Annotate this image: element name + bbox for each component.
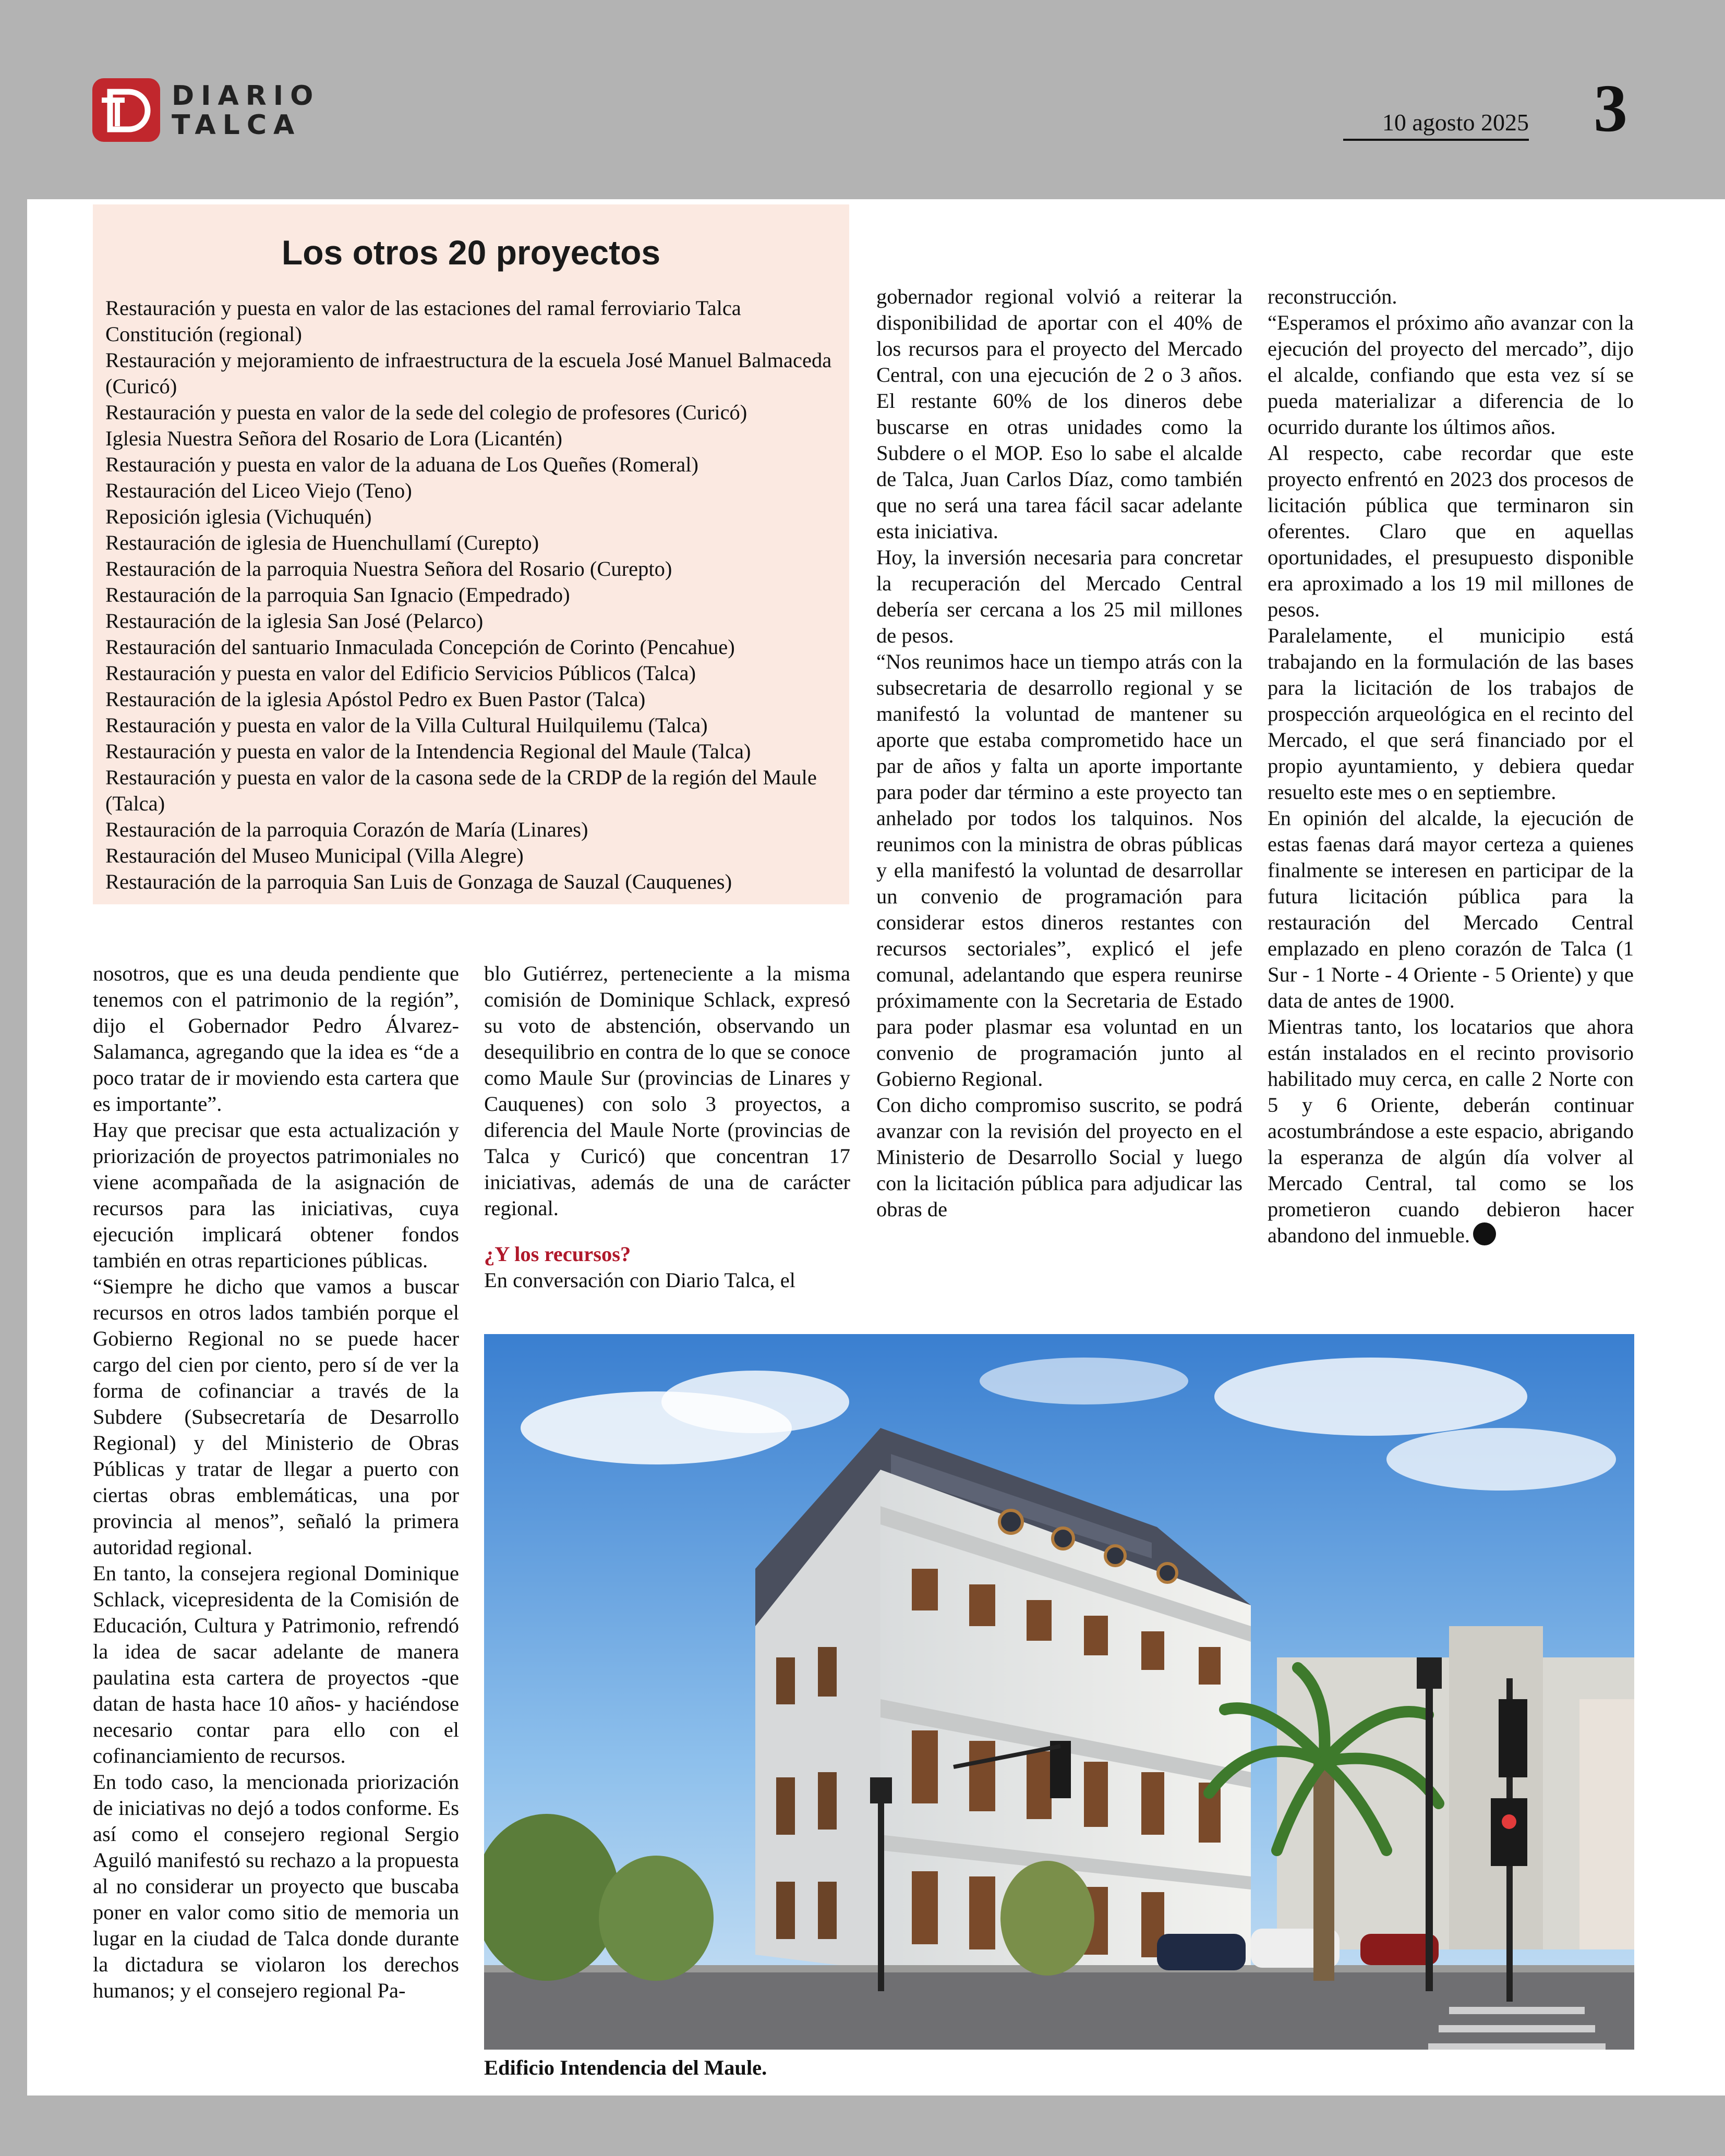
photo-caption: Edificio Intendencia del Maule.	[484, 2056, 767, 2079]
article-paragraph: En opinión del alcalde, la ejecución de estas faenas dará mayor certeza a quienes finalmente se interesen en participar de la futura licitación pública para la restauración del Mercado Central emplazado en pleno corazón de Talca (1 Sur - 1 Norte - 4 Oriente - 5 Oriente) y que data de antes de 1900.	[1268, 806, 1634, 1012]
article-paragraph: Hay que precisar que esta actualización y priorización de proyectos patrimoniales no viene acompañada de la asignación de recursos para las iniciativas, cuya ejecución implicará obtener fondos también en otras reparticiones públicas.	[93, 1118, 459, 1272]
brand-logo	[92, 78, 320, 146]
brand-line-1: DIARIO	[172, 80, 320, 112]
article-paragraph: Paralelamente, el municipio está trabajando en la formulación de las bases para la licitación de los trabajos de prospección arqueológica en el recinto del Mercado, el que será financiado por el propio ayuntamiento, y debiera quedar resuelto este mes o en septiembre.	[1268, 624, 1634, 804]
section-subhead: ¿Y los recursos?	[484, 1242, 631, 1266]
list-item: Restauración del Liceo Viejo (Teno)	[105, 479, 412, 502]
list-item: Restauración y puesta en valor de la casona sede de la CRDP de la región del Maule (Talca)	[105, 766, 817, 815]
list-item: Restauración de la iglesia San José (Pelarco)	[105, 609, 484, 633]
article-paragraph-last	[1268, 1014, 1634, 1249]
list-item: Restauración de la parroquia Nuestra Señora del Rosario (Curepto)	[105, 557, 672, 580]
list-item: Reposición iglesia (Vichuquén)	[105, 505, 372, 528]
list-item: Restauración y puesta en valor de las estaciones del ramal ferroviario Talca Constitución (regional)	[105, 296, 741, 346]
article-column-2	[484, 961, 850, 1293]
list-item: Restauración del santuario Inmaculada Concepción de Corinto (Pencahue)	[105, 635, 735, 659]
diario-talca-d-logo-icon	[92, 78, 160, 142]
list-item: Iglesia Nuestra Señora del Rosario de Lora (Licantén)	[105, 427, 563, 450]
projects-list	[105, 295, 837, 895]
brand-name	[172, 81, 320, 140]
list-item: Restauración y mejoramiento de infraestructura de la escuela José Manuel Balmaceda (Curicó)	[105, 348, 832, 398]
article-paragraph: gobernador regional volvió a reiterar la disponibilidad de aportar con el 40% de los recursos para el proyecto del Mercado Central, con una ejecución de 2 o 3 años. El restante 60% de los dineros debe buscarse en otras unidades como la Subdere o el MOP. Eso lo sabe el alcalde de Talca, Juan Carlos Díaz, como también que no será una tarea fácil sacar adelante esta iniciativa.	[876, 285, 1243, 543]
list-item: Restauración y puesta en valor de la Villa Cultural Huilquilemu (Talca)	[105, 713, 708, 737]
article-paragraph: En conversación con Diario Talca, el	[484, 1268, 795, 1292]
issue-date: 10 agosto 2025	[1343, 108, 1529, 141]
sidebar-title: Los otros 20 proyectos	[281, 233, 661, 272]
article-paragraph: “Nos reunimos hace un tiempo atrás con la subsecretaria de desarrollo regional y se manifestó la voluntad de mantener su aporte que estaba comprometido hace un par de años y falta un aporte importante para poder dar término a este proyecto tan anhelado por todos los talquinos. Nos reunimos con la ministra de obras públicas y ella manifestó la voluntad de desarrollar un convenio de programación para considerar estos dineros restantes con recursos sectoriales”, explicó el jefe comunal, adelantando que espera reunirse próximamente con la Secretaria de Estado para poder plasmar esa voluntad en un convenio de programación junto al Gobierno Regional.	[876, 650, 1243, 1091]
end-of-article-dot-icon	[1473, 1222, 1496, 1245]
list-item: Restauración de iglesia de Huenchullamí (Curepto)	[105, 531, 539, 554]
list-item: Restauración del Museo Municipal (Villa Alegre)	[105, 844, 524, 867]
article-paragraph: blo Gutiérrez, perteneciente a la misma comisión de Dominique Schlack, expresó su voto de abstención, observando un desequilibrio en contra de lo que se conoce como Maule Sur (provincias de Linares y Cauquenes) con solo 3 proyectos, a diferencia del Maule Norte (provincias de Talca y Curicó) que concentran 17 iniciativas, además de una de carácter regional.	[484, 962, 850, 1220]
list-item: Restauración y puesta en valor del Edificio Servicios Públicos (Talca)	[105, 661, 696, 685]
projects-sidebar	[93, 204, 849, 904]
article-column-3	[876, 284, 1243, 1222]
article-paragraph: “Siempre he dicho que vamos a buscar recursos en otros lados también porque el Gobierno Regional no se puede hacer cargo del cien por ciento, pero sí de ver la forma de cofinanciar a través de la Subdere (Subsecretaría de Desarrollo Regional) y del Ministerio de Obras Públicas y tratar de llegar a puerto con ciertas obras emblemáticas, una por provincia al menos”, señaló la primera autoridad regional.	[93, 1275, 459, 1559]
list-item: Restauración de la parroquia San Luis de Gonzaga de Sauzal (Cauquenes)	[105, 870, 732, 893]
article-paragraph: Hoy, la inversión necesaria para concretar la recuperación del Mercado Central debería ser cercana a los 25 mil millones de pesos.	[876, 546, 1243, 647]
list-item: Restauración de la parroquia San Ignacio (Empedrado)	[105, 583, 570, 607]
list-item: Restauración y puesta en valor de la aduana de Los Queñes (Romeral)	[105, 453, 698, 476]
article-paragraph: nosotros, que es una deuda pendiente que tenemos con el patrimonio de la región”, dijo el Gobernador Pedro Álvarez-Salamanca, agregando que la idea es “de a poco tratar de ir moviendo esta cartera que es importante”.	[93, 962, 459, 1116]
article-paragraph: “Esperamos el próximo año avanzar con la ejecución del proyecto del mercado”, dijo el alcalde, confiando que esta vez sí se pueda materializar a diferencia de lo ocurrido durante los últimos años.	[1268, 311, 1634, 439]
article-paragraph: Mientras tanto, los locatarios que ahora están instalados en el recinto provisorio habilitado muy cerca, en calle 2 Norte con 5 y 6 Oriente, deberán continuar acostumbrándose a este espacio, abrigando la esperanza de algún día volver al Mercado Central, tal como se los prometieron cuando debieron hacer abandono del inmueble.	[1268, 1015, 1634, 1247]
article-column-1	[93, 961, 459, 2004]
article-paragraph: En tanto, la consejera regional Dominique Schlack, vicepresidenta de la Comisión de Educación, Cultura y Patrimonio, refrendó la idea de sacar adelante de manera paulatina esta cartera de proyectos -que datan de hasta hace 10 años- y haciéndose necesario contar para ello con el cofinanciamiento de recursos.	[93, 1561, 459, 1767]
list-item: Restauración de la iglesia Apóstol Pedro ex Buen Pastor (Talca)	[105, 687, 646, 711]
brand-line-2: TALCA	[172, 110, 301, 141]
article-paragraph: En todo caso, la mencionada priorización de iniciativas no dejó a todos conforme. Es así como el consejero regional Sergio Aguiló manifestó su rechazo a la propuesta al no considerar un proyecto que buscaba poner en valor como sitio de memoria un lugar en la ciudad de Talca donde durante la dictadura se violaron los derechos humanos; y el consejero regional Pa-	[93, 1770, 459, 2002]
article-column-4	[1268, 284, 1634, 1249]
list-item: Restauración y puesta en valor de la Intendencia Regional del Maule (Talca)	[105, 740, 751, 763]
article-paragraph: reconstrucción.	[1268, 285, 1397, 308]
article-paragraph: Con dicho compromiso suscrito, se podrá avanzar con la revisión del proyecto en el Ministerio de Desarrollo Social y luego con la licitación pública para adjudicar las obras de	[876, 1093, 1243, 1221]
building-photo-icon	[484, 1334, 1634, 2050]
list-item: Restauración de la parroquia Corazón de María (Linares)	[105, 818, 588, 841]
page-number: 3	[1594, 71, 1627, 146]
article-paragraph: Al respecto, cabe recordar que este proyecto enfrentó en 2023 dos procesos de licitación pública que terminaron sin oferentes. Claro que en aquellas oportunidades, el presupuesto disponible era aproximado a los 19 mil millones de pesos.	[1268, 441, 1634, 621]
list-item: Restauración y puesta en valor de la sede del colegio de profesores (Curicó)	[105, 401, 747, 424]
